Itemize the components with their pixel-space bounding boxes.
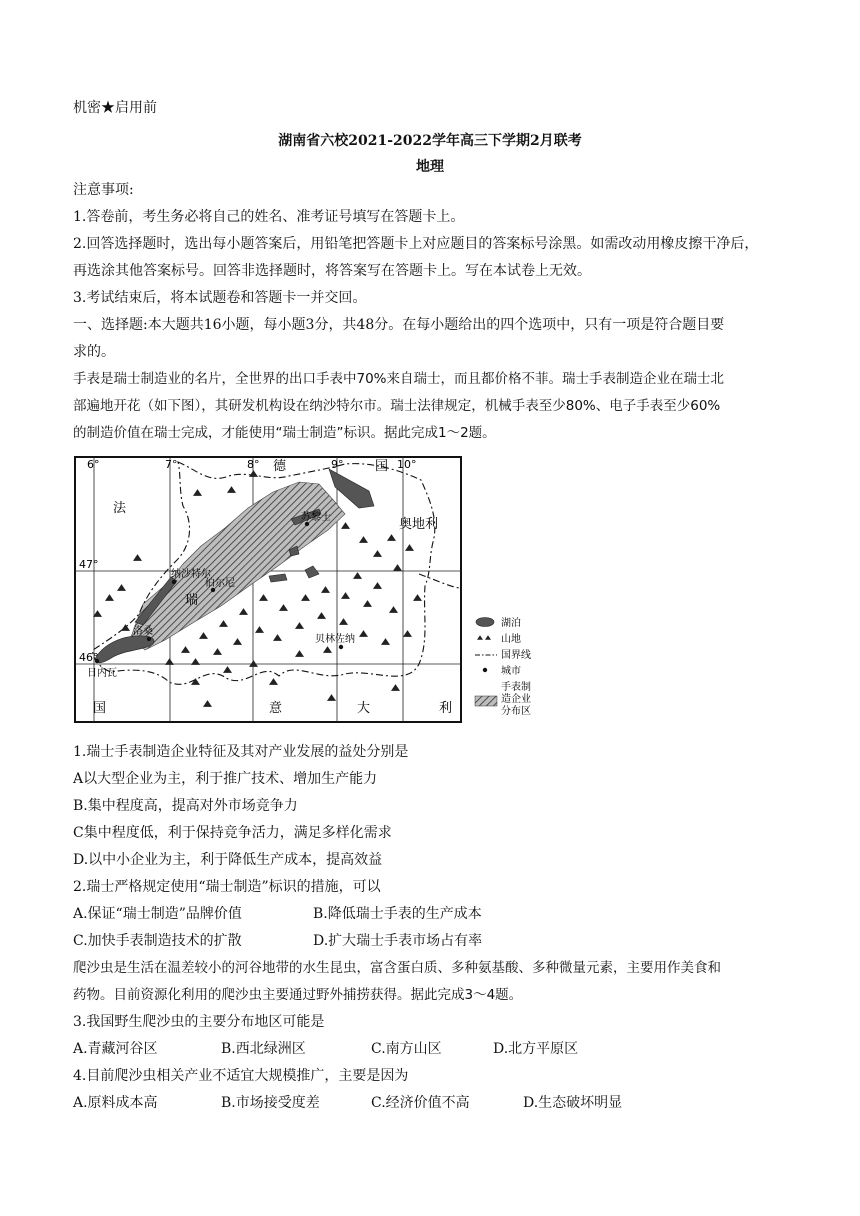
city-label: 苏黎士 <box>301 512 331 523</box>
country-label: 意 <box>269 701 283 716</box>
legend-label: 湖泊 <box>501 618 521 629</box>
country-label: 大 <box>357 701 371 716</box>
answer-option[interactable]: C集中程度低，利于保持竞争活力，满足多样化需求 <box>73 825 392 841</box>
answer-option[interactable]: D.北方平原区 <box>493 1041 579 1057</box>
country-label: 利 <box>439 701 453 716</box>
exam-title: 湖南省六校2021-2022学年高三下学期2月联考 <box>278 133 582 149</box>
answer-option[interactable]: A.青藏河谷区 <box>73 1041 158 1057</box>
city-label: 纳沙特尔 <box>171 569 211 580</box>
passage-line: 手表是瑞士制造业的名片，全世界的出口手表中70%来自瑞士，而且都价格不菲。瑞士手表制造企业在瑞士北 <box>73 371 725 387</box>
lat-label: 46° <box>79 651 99 664</box>
answer-option[interactable]: C.加快手表制造技术的扩散 <box>73 933 242 949</box>
legend-label: 造企业 <box>501 694 531 705</box>
answer-option[interactable]: D.生态破坏明显 <box>523 1095 623 1111</box>
map-legend <box>475 616 531 717</box>
passage-line: 的制造价值在瑞士完成，才能使用“瑞士制造”标识。据此完成1～2题。 <box>73 425 496 441</box>
section-heading-cont: 求的。 <box>73 344 115 360</box>
country-label: 法 <box>113 501 127 516</box>
notice-item: 再选涂其他答案标号。回答非选择题时，将答案写在答题卡上。写在本试卷上无效。 <box>73 263 591 279</box>
answer-option[interactable]: A.原料成本高 <box>73 1095 158 1111</box>
subject-title: 地理 <box>416 159 444 175</box>
legend-label: 山地 <box>501 634 521 645</box>
notice-item: 1.答卷前，考生务必将自己的姓名、准考证号填写在答题卡上。 <box>73 209 465 225</box>
lon-label: 10° <box>397 458 417 471</box>
question-stem: 3.我国野生爬沙虫的主要分布地区可能是 <box>73 1014 325 1030</box>
answer-option[interactable]: B.降低瑞士手表的生产成本 <box>313 906 482 922</box>
lon-label: 8° <box>247 458 260 471</box>
legend-label: 手表制 <box>501 682 531 693</box>
answer-option[interactable]: C.南方山区 <box>371 1041 442 1057</box>
answer-option[interactable]: B.市场接受度差 <box>221 1095 320 1111</box>
answer-option[interactable]: B.西北绿洲区 <box>221 1041 306 1057</box>
question-stem: 1.瑞士手表制造企业特征及其对产业发展的益处分别是 <box>73 744 409 760</box>
confidential-mark: 机密★启用前 <box>73 100 157 116</box>
question-stem: 2.瑞士严格规定使用“瑞士制造”标识的措施，可以 <box>73 879 381 895</box>
lat-label: 47° <box>79 558 99 571</box>
country-label: 奥地利 <box>399 517 439 532</box>
answer-option[interactable]: B.集中程度高，提高对外市场竞争力 <box>73 798 298 814</box>
notice-heading: 注意事项: <box>73 182 134 198</box>
passage-line: 爬沙虫是生活在温差较小的河谷地带的水生昆虫，富含蛋白质、多种氨基酸、多种微量元素，主要用作美食和 <box>73 960 721 976</box>
legend-label: 国界线 <box>501 650 531 661</box>
lon-label: 7° <box>165 458 178 471</box>
lon-label: 9° <box>331 458 344 471</box>
legend-label: 城市 <box>501 666 521 677</box>
answer-option[interactable]: C.经济价值不高 <box>371 1095 470 1111</box>
notice-item: 2.回答选择题时，选出每小题答案后，用铅笔把答题卡上对应题目的答案标号涂黑。如需改动用橡皮擦干净后， <box>73 236 759 252</box>
country-label: 国 <box>375 459 389 474</box>
notice-item: 3.考试结束后，将本试题卷和答题卡一并交回。 <box>73 290 367 306</box>
city-label: 伯尔尼 <box>205 578 235 589</box>
answer-option[interactable]: A.保证“瑞士制造”品牌价值 <box>73 906 242 922</box>
lon-label: 6° <box>87 458 100 471</box>
city-label: 洛桑 <box>133 626 153 637</box>
country-label: 国 <box>93 701 107 716</box>
country-label: 瑞 <box>185 593 199 608</box>
answer-option[interactable]: A以大型企业为主，利于推广技术、增加生产能力 <box>73 771 378 787</box>
country-label: 德 <box>273 459 287 474</box>
question-stem: 4.目前爬沙虫相关产业不适宜大规模推广，主要是因为 <box>73 1068 409 1084</box>
answer-option[interactable]: D.以中小企业为主，利于降低生产成本，提高效益 <box>73 852 383 868</box>
legend-label: 分布区 <box>501 706 531 717</box>
answer-option[interactable]: D.扩大瑞士手表市场占有率 <box>313 933 483 949</box>
city-label: 贝林佐纳 <box>315 634 355 645</box>
passage-line: 药物。目前资源化利用的爬沙虫主要通过野外捕捞获得。据此完成3～4题。 <box>73 987 523 1003</box>
section-heading: 一、选择题:本大题共16小题，每小题3分，共48分。在每小题给出的四个选项中，只有一项是符合题目要 <box>73 317 725 333</box>
passage-line: 部遍地开花（如下图），其研发机构设在纳沙特尔市。瑞士法律规定，机械手表至少80%、电子手表至少60% <box>73 398 721 414</box>
city-label: 日内瓦 <box>87 668 117 679</box>
switzerland-watch-map <box>73 454 543 726</box>
